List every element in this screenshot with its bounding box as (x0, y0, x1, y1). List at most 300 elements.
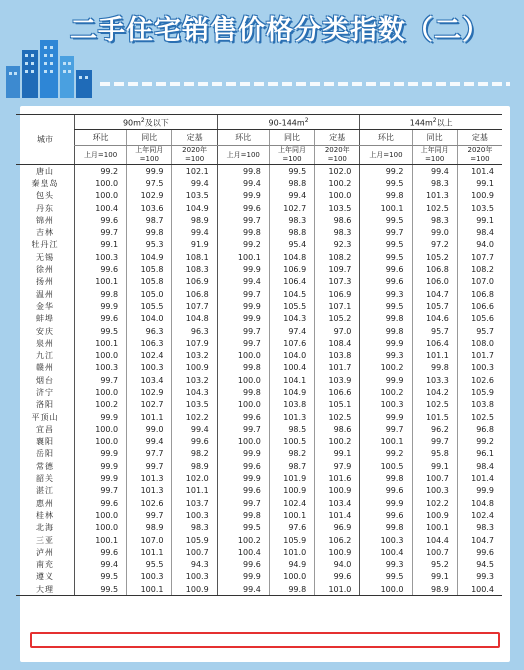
value-cell: 105.9 (172, 534, 217, 546)
value-cell: 94.0 (457, 239, 502, 251)
table-row (16, 226, 502, 238)
value-cell: 98.3 (457, 522, 502, 534)
value-cell: 101.6 (315, 472, 360, 484)
value-cell: 104.7 (457, 534, 502, 546)
value-cell: 101.3 (127, 472, 172, 484)
table-row (16, 263, 502, 275)
table-row (16, 436, 502, 448)
table-row (16, 349, 502, 361)
value-cell: 99.4 (217, 276, 269, 288)
table-row (16, 165, 502, 178)
value-cell: 100.7 (412, 472, 457, 484)
value-cell: 98.2 (172, 448, 217, 460)
column-subnote: 上月=100 (360, 146, 412, 165)
value-cell: 99.1 (412, 571, 457, 583)
city-cell: 惠州 (36, 498, 54, 508)
value-cell: 103.6 (127, 202, 172, 214)
header-decoration-line (100, 82, 510, 86)
value-cell: 102.4 (457, 509, 502, 521)
value-cell: 99.9 (360, 411, 412, 423)
value-cell: 103.5 (172, 399, 217, 411)
value-cell: 95.7 (412, 325, 457, 337)
table-row (16, 472, 502, 484)
value-cell: 105.5 (269, 300, 314, 312)
table-row (16, 423, 502, 435)
value-cell: 99.9 (360, 374, 412, 386)
value-cell: 99.5 (269, 165, 314, 178)
value-cell: 99.6 (217, 485, 269, 497)
value-cell: 99.8 (412, 362, 457, 374)
value-cell: 100.0 (315, 190, 360, 202)
value-cell: 98.2 (269, 448, 314, 460)
column-header: 同比 (412, 130, 457, 146)
value-cell: 99.5 (75, 325, 127, 337)
value-cell: 101.7 (457, 349, 502, 361)
value-cell: 100.9 (315, 546, 360, 558)
value-cell: 96.8 (457, 423, 502, 435)
city-cell: 大理 (16, 583, 75, 596)
value-cell: 99.6 (75, 546, 127, 558)
value-cell: 100.0 (75, 349, 127, 361)
value-cell: 99.6 (315, 571, 360, 583)
value-cell: 100.4 (75, 202, 127, 214)
value-cell: 100.1 (360, 202, 412, 214)
value-cell: 103.4 (315, 497, 360, 509)
city-column-header: 城市 (16, 115, 75, 165)
value-cell: 103.3 (412, 374, 457, 386)
city-cell: 无锡 (36, 252, 54, 262)
value-cell: 100.0 (75, 423, 127, 435)
value-cell: 94.5 (457, 559, 502, 571)
value-cell: 99.6 (75, 214, 127, 226)
value-cell: 99.8 (360, 522, 412, 534)
value-cell: 99.2 (75, 165, 127, 178)
column-header: 环比 (217, 130, 269, 146)
value-cell: 99.6 (360, 263, 412, 275)
table-row (16, 399, 502, 411)
value-cell: 99.6 (172, 436, 217, 448)
table-row (16, 313, 502, 325)
value-cell: 100.3 (457, 362, 502, 374)
value-cell: 99.9 (217, 313, 269, 325)
city-cell: 北海 (36, 523, 54, 533)
value-cell: 97.9 (315, 460, 360, 472)
value-cell: 104.0 (269, 349, 314, 361)
value-cell: 107.9 (172, 337, 217, 349)
value-cell: 103.4 (127, 374, 172, 386)
value-cell: 107.6 (269, 337, 314, 349)
value-cell: 102.1 (172, 165, 217, 178)
value-cell: 106.8 (172, 288, 217, 300)
city-cell: 湛江 (36, 486, 54, 496)
value-cell: 99.8 (217, 226, 269, 238)
table-header-group-row (16, 115, 502, 130)
value-cell: 99.5 (360, 300, 412, 312)
value-cell: 98.8 (269, 226, 314, 238)
value-cell: 102.5 (412, 399, 457, 411)
value-cell: 91.9 (172, 239, 217, 251)
value-cell: 96.3 (127, 325, 172, 337)
table-row (16, 276, 502, 288)
value-cell: 105.6 (457, 313, 502, 325)
city-cell: 平顶山 (31, 412, 59, 422)
value-cell: 98.5 (269, 423, 314, 435)
table-row (16, 497, 502, 509)
value-cell: 95.2 (412, 559, 457, 571)
value-cell: 99.6 (217, 559, 269, 571)
value-cell: 105.8 (127, 276, 172, 288)
table-row (16, 411, 502, 423)
value-cell: 107.0 (127, 534, 172, 546)
city-cell: 三亚 (36, 535, 54, 545)
column-subnote: 2020年 =100 (172, 146, 217, 165)
value-cell: 104.3 (172, 386, 217, 398)
value-cell: 95.8 (412, 448, 457, 460)
city-cell: 九江 (36, 351, 54, 361)
value-cell: 99.9 (75, 460, 127, 472)
value-cell: 100.4 (217, 546, 269, 558)
value-cell: 100.1 (217, 251, 269, 263)
city-cell: 蚌埠 (36, 314, 54, 324)
value-cell: 101.0 (315, 583, 360, 596)
value-cell: 99.1 (457, 214, 502, 226)
value-cell: 100.4 (457, 583, 502, 596)
table-row (16, 239, 502, 251)
value-cell: 94.0 (315, 559, 360, 571)
value-cell: 104.4 (412, 534, 457, 546)
value-cell: 98.8 (269, 177, 314, 189)
value-cell: 98.9 (127, 522, 172, 534)
table-row (16, 485, 502, 497)
city-cell: 桂林 (36, 510, 54, 520)
value-cell: 102.5 (412, 202, 457, 214)
value-cell: 96.9 (315, 522, 360, 534)
value-cell: 99.5 (360, 214, 412, 226)
value-cell: 99.9 (360, 337, 412, 349)
city-cell: 锦州 (36, 215, 54, 225)
value-cell: 99.7 (75, 226, 127, 238)
city-cell: 襄阳 (36, 437, 54, 447)
value-cell: 103.8 (315, 349, 360, 361)
value-cell: 99.7 (217, 288, 269, 300)
value-cell: 103.7 (172, 497, 217, 509)
value-cell: 100.2 (75, 399, 127, 411)
value-cell: 100.3 (127, 571, 172, 583)
column-subnote: 2020年 =100 (315, 146, 360, 165)
value-cell: 99.6 (457, 546, 502, 558)
value-cell: 99.4 (172, 423, 217, 435)
value-cell: 97.0 (315, 325, 360, 337)
value-cell: 99.9 (75, 448, 127, 460)
value-cell: 102.2 (412, 497, 457, 509)
value-cell: 96.1 (457, 448, 502, 460)
column-header: 定基 (457, 130, 502, 146)
value-cell: 98.6 (315, 214, 360, 226)
value-cell: 100.0 (217, 374, 269, 386)
value-cell: 108.2 (315, 251, 360, 263)
value-cell: 107.7 (172, 300, 217, 312)
value-cell: 97.5 (127, 177, 172, 189)
value-cell: 95.5 (127, 559, 172, 571)
table-row (16, 300, 502, 312)
value-cell: 102.0 (315, 165, 360, 178)
value-cell: 108.4 (315, 337, 360, 349)
value-cell: 99.7 (217, 497, 269, 509)
value-cell: 99.4 (269, 190, 314, 202)
value-cell: 100.3 (360, 534, 412, 546)
city-cell: 吉林 (36, 228, 54, 238)
city-cell: 南充 (36, 560, 54, 570)
value-cell: 104.8 (457, 497, 502, 509)
column-header: 环比 (75, 130, 127, 146)
value-cell: 99.4 (412, 165, 457, 178)
city-cell: 秦皇岛 (31, 178, 59, 188)
value-cell: 107.3 (315, 276, 360, 288)
value-cell: 100.1 (360, 436, 412, 448)
group-header-large: $144m^2$以上 (360, 115, 502, 130)
table-row (16, 325, 502, 337)
value-cell: 96.2 (412, 423, 457, 435)
value-cell: 99.4 (172, 177, 217, 189)
value-cell: 106.4 (412, 337, 457, 349)
price-index-table (16, 114, 502, 596)
value-cell: 104.9 (269, 386, 314, 398)
value-cell: 106.8 (457, 288, 502, 300)
value-cell: 103.5 (315, 202, 360, 214)
value-cell: 108.2 (457, 263, 502, 275)
value-cell: 98.3 (172, 522, 217, 534)
city-cell: 泸州 (36, 547, 54, 557)
value-cell: 95.4 (269, 239, 314, 251)
group-header-small: $90m^2$及以下 (75, 115, 218, 130)
value-cell: 102.4 (269, 497, 314, 509)
value-cell: 105.2 (315, 313, 360, 325)
value-cell: 99.9 (457, 485, 502, 497)
value-cell: 106.9 (315, 288, 360, 300)
value-cell: 102.9 (127, 386, 172, 398)
value-cell: 99.4 (127, 436, 172, 448)
highlight-box-dali-row (30, 632, 500, 648)
value-cell: 92.3 (315, 239, 360, 251)
value-cell: 99.7 (127, 509, 172, 521)
value-cell: 100.3 (75, 251, 127, 263)
page-header (0, 0, 524, 110)
value-cell: 105.7 (412, 300, 457, 312)
value-cell: 98.6 (315, 423, 360, 435)
value-cell: 101.0 (269, 546, 314, 558)
table-row (16, 374, 502, 386)
value-cell: 99.2 (457, 436, 502, 448)
city-cell: 安庆 (36, 326, 54, 336)
value-cell: 100.0 (75, 190, 127, 202)
value-cell: 99.6 (217, 411, 269, 423)
value-cell: 99.8 (217, 509, 269, 521)
value-cell: 99.7 (412, 436, 457, 448)
value-cell: 100.0 (360, 583, 412, 596)
value-cell: 102.5 (315, 411, 360, 423)
value-cell: 98.3 (269, 214, 314, 226)
value-cell: 103.5 (457, 202, 502, 214)
value-cell: 99.3 (360, 349, 412, 361)
value-cell: 98.7 (269, 460, 314, 472)
value-cell: 99.2 (217, 239, 269, 251)
value-cell: 99.5 (360, 177, 412, 189)
value-cell: 101.7 (315, 362, 360, 374)
value-cell: 99.7 (217, 337, 269, 349)
value-cell: 105.9 (457, 386, 502, 398)
value-cell: 99.7 (360, 226, 412, 238)
city-buildings-icon (4, 36, 96, 98)
value-cell: 103.9 (315, 374, 360, 386)
value-cell: 100.9 (412, 509, 457, 521)
value-cell: 99.7 (360, 423, 412, 435)
value-cell: 104.7 (412, 288, 457, 300)
value-cell: 100.3 (127, 362, 172, 374)
value-cell: 101.9 (269, 472, 314, 484)
value-cell: 99.6 (217, 202, 269, 214)
group-header-medium: $90-144m^2$ (217, 115, 360, 130)
table-row (16, 362, 502, 374)
column-header: 同比 (269, 130, 314, 146)
value-cell: 106.3 (127, 337, 172, 349)
value-cell: 100.9 (315, 485, 360, 497)
table-row (16, 534, 502, 546)
value-cell: 100.1 (75, 276, 127, 288)
value-cell: 100.2 (360, 386, 412, 398)
value-cell: 97.2 (412, 239, 457, 251)
value-cell: 99.9 (217, 263, 269, 275)
table-row (16, 337, 502, 349)
value-cell: 95.3 (127, 239, 172, 251)
value-cell: 100.0 (75, 436, 127, 448)
value-cell: 99.9 (217, 472, 269, 484)
value-cell: 104.2 (412, 386, 457, 398)
value-cell: 103.2 (172, 374, 217, 386)
city-cell: 韶关 (36, 474, 54, 484)
value-cell: 108.0 (457, 337, 502, 349)
value-cell: 106.8 (412, 263, 457, 275)
column-header: 同比 (127, 130, 172, 146)
value-cell: 99.7 (217, 423, 269, 435)
table-row (16, 559, 502, 571)
value-cell: 103.8 (457, 399, 502, 411)
value-cell: 99.6 (217, 460, 269, 472)
value-cell: 100.3 (360, 399, 412, 411)
city-cell: 洛阳 (36, 400, 54, 410)
value-cell: 105.5 (127, 300, 172, 312)
value-cell: 100.2 (217, 534, 269, 546)
table-row (16, 288, 502, 300)
table-row (16, 214, 502, 226)
value-cell: 107.7 (457, 251, 502, 263)
table-subnote-row (16, 146, 502, 165)
value-cell: 99.9 (360, 497, 412, 509)
table-body (16, 165, 502, 596)
value-cell: 100.7 (412, 546, 457, 558)
table-subheader-row (16, 130, 502, 146)
value-cell: 100.0 (75, 386, 127, 398)
value-cell: 100.1 (75, 337, 127, 349)
value-cell: 97.4 (269, 325, 314, 337)
value-cell: 99.9 (217, 300, 269, 312)
city-cell: 唐山 (36, 166, 54, 176)
value-cell: 100.2 (315, 177, 360, 189)
value-cell: 99.0 (127, 423, 172, 435)
value-cell: 99.5 (75, 571, 127, 583)
value-cell: 100.4 (360, 546, 412, 558)
table-row (16, 583, 502, 596)
value-cell: 99.2 (360, 165, 412, 178)
column-subnote: 2020年 =100 (457, 146, 502, 165)
value-cell: 100.3 (75, 362, 127, 374)
value-cell: 101.4 (457, 472, 502, 484)
value-cell: 104.0 (127, 313, 172, 325)
value-cell: 99.7 (127, 460, 172, 472)
column-subnote: 上年同月 =100 (269, 146, 314, 165)
value-cell: 100.0 (75, 509, 127, 521)
table-row (16, 190, 502, 202)
table-row (16, 177, 502, 189)
value-cell: 105.1 (315, 399, 360, 411)
table-row (16, 386, 502, 398)
table-row (16, 251, 502, 263)
value-cell: 99.7 (75, 485, 127, 497)
value-cell: 100.7 (172, 546, 217, 558)
value-cell: 99.3 (457, 571, 502, 583)
value-cell: 95.7 (457, 325, 502, 337)
value-cell: 100.0 (217, 349, 269, 361)
value-cell: 98.9 (412, 583, 457, 596)
table-row (16, 460, 502, 472)
value-cell: 104.8 (269, 251, 314, 263)
value-cell: 94.3 (172, 559, 217, 571)
value-cell: 100.9 (269, 485, 314, 497)
column-header: 定基 (315, 130, 360, 146)
value-cell: 99.1 (315, 448, 360, 460)
value-cell: 99.9 (75, 411, 127, 423)
value-cell: 104.5 (269, 288, 314, 300)
value-cell: 99.8 (360, 190, 412, 202)
value-cell: 106.0 (412, 276, 457, 288)
city-cell: 徐州 (36, 265, 54, 275)
city-cell: 包头 (36, 191, 54, 201)
value-cell: 100.1 (75, 534, 127, 546)
value-cell: 106.6 (457, 300, 502, 312)
value-cell: 106.9 (172, 276, 217, 288)
value-cell: 108.3 (172, 263, 217, 275)
value-cell: 101.3 (412, 190, 457, 202)
value-cell: 101.1 (127, 411, 172, 423)
value-cell: 99.6 (75, 497, 127, 509)
value-cell: 106.2 (315, 534, 360, 546)
value-cell: 102.6 (457, 374, 502, 386)
value-cell: 100.1 (412, 522, 457, 534)
value-cell: 100.3 (172, 509, 217, 521)
city-cell: 岳阳 (36, 449, 54, 459)
city-cell: 牡丹江 (31, 240, 59, 250)
value-cell: 104.3 (269, 313, 314, 325)
value-cell: 99.7 (217, 214, 269, 226)
value-cell: 102.0 (172, 472, 217, 484)
city-cell: 扬州 (36, 277, 54, 287)
value-cell: 101.3 (127, 485, 172, 497)
value-cell: 100.5 (360, 460, 412, 472)
value-cell: 100.2 (360, 362, 412, 374)
city-cell: 遵义 (36, 572, 54, 582)
value-cell: 98.3 (315, 226, 360, 238)
value-cell: 99.8 (360, 472, 412, 484)
value-cell: 102.2 (172, 411, 217, 423)
